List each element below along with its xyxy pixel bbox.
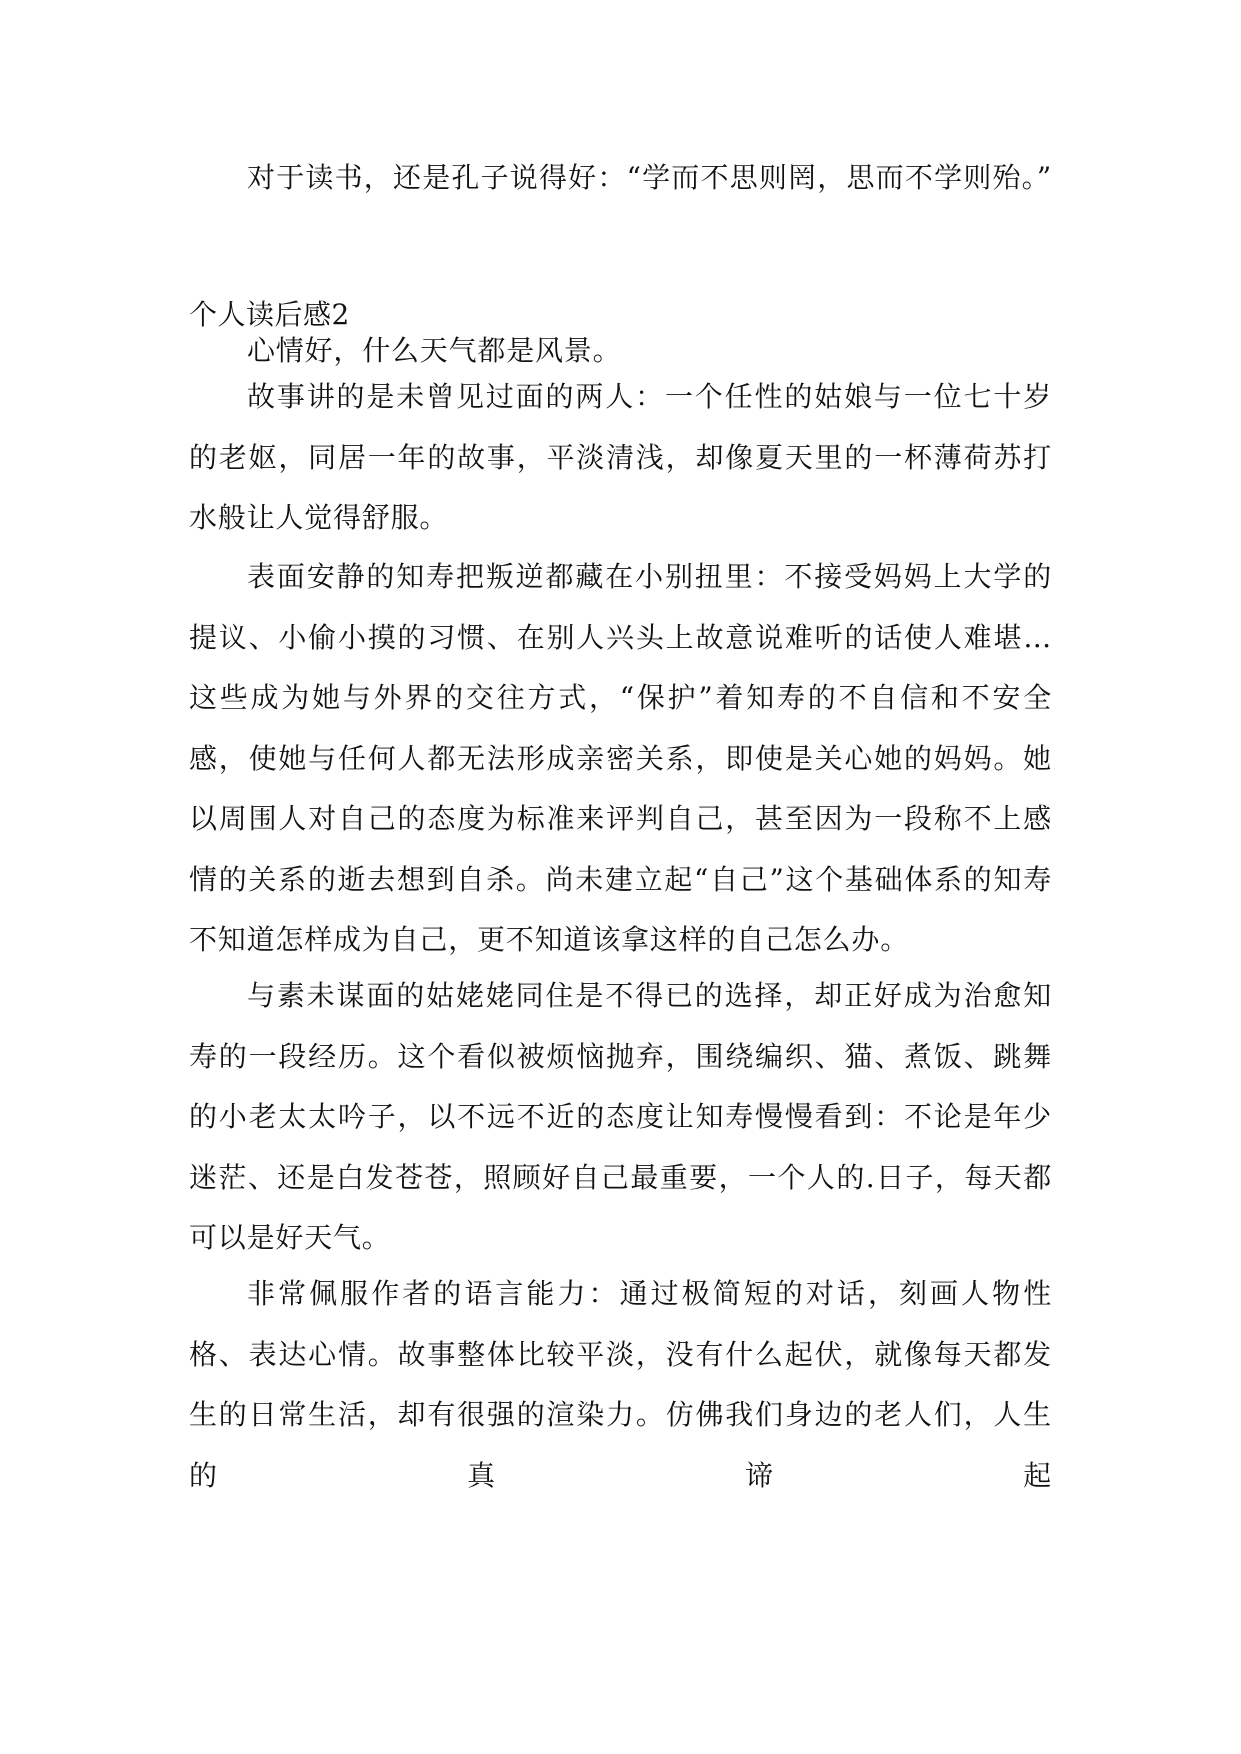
quote-paragraph: 对于读书，还是孔子说得好：“学而不思则罔，思而不学则殆。” — [247, 161, 1052, 194]
paragraph-character-analysis: 表面安静的知寿把叛逆都藏在小别扭里：不接受妈妈上大学的提议、小偷小摸的习惯、在别人兴头上故意说难听的话使人难堪…这些成为她与外界的交往方式，“保护”着知寿的不自信和不安全感，使她与任何人都无法形成亲密关系，即使是关心她的妈妈。她以周围人对自己的态度为标准来评判自己，甚至因为一段称不上感情的关系的逝去想到自杀。尚未建立起“自己”这个基础体系的知寿不知道怎样成为自己，更不知道该拿这样的自己怎么办。 — [189, 560, 1052, 956]
paragraph-author-praise: 非常佩服作者的语言能力：通过极简短的对话，刻画人物性格、表达心情。故事整体比较平淡，没有什么起伏，就像每天都发生的日常生活，却有很强的渲染力。仿佛我们身边的老人们，人生的真谛起 — [189, 1277, 1052, 1492]
paragraph-opening: 心情好，什么天气都是风景。 — [247, 334, 622, 367]
section-heading: 个人读后感2 — [189, 298, 350, 331]
paragraph-healing-experience: 与素未谋面的姑姥姥同住是不得已的选择，却正好成为治愈知寿的一段经历。这个看似被烦恼抛弃，围绕编织、猫、煮饭、跳舞的小老太太吟子，以不远不近的态度让知寿慢慢看到：不论是年少迷茫、还是白发苍苍，照顾好自己最重要，一个人的.日子，每天都可以是好天气。 — [189, 979, 1052, 1254]
paragraph-story-summary: 故事讲的是未曾见过面的两人：一个任性的姑娘与一位七十岁的老妪，同居一年的故事，平淡清浅，却像夏天里的一杯薄荷苏打水般让人觉得舒服。 — [189, 380, 1052, 534]
